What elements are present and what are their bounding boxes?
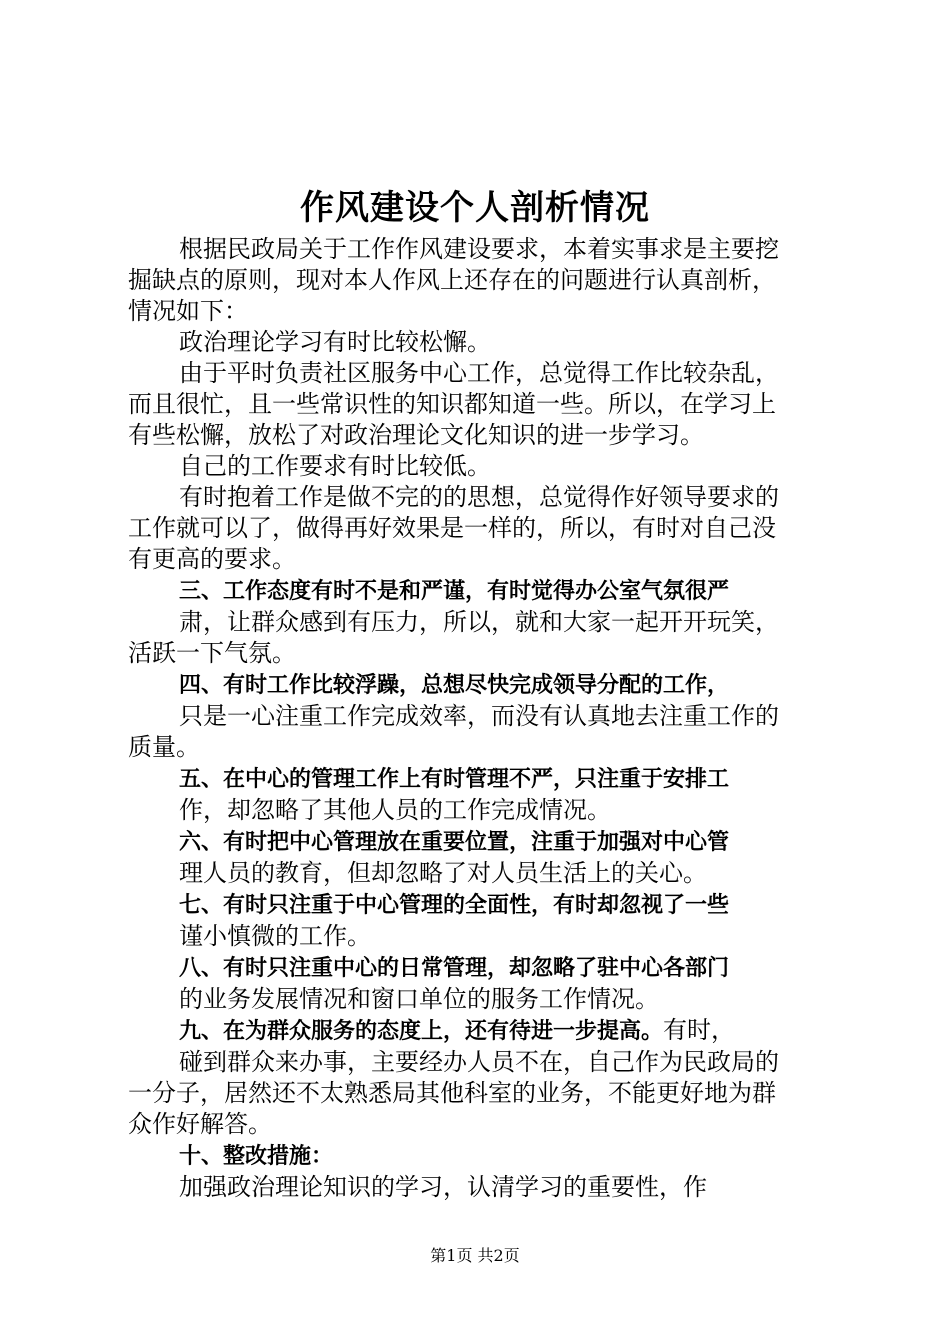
paragraph-text: 活跃一下气氛。 — [128, 639, 296, 667]
text-line — [128, 921, 828, 952]
paragraph-text: 只是一心注重工作完成效率，而没有认真地去注重工作的 — [179, 702, 779, 730]
text-line — [128, 234, 828, 265]
text-line — [128, 952, 828, 984]
text-line — [128, 544, 828, 575]
text-line — [128, 575, 828, 607]
document-body — [128, 234, 828, 1203]
text-line — [128, 889, 828, 921]
text-line — [128, 732, 828, 763]
text-line — [128, 607, 828, 638]
text-line — [128, 638, 828, 669]
text-line — [128, 451, 828, 482]
text-line — [128, 513, 828, 544]
text-line — [128, 1015, 828, 1047]
section-heading: 四、有时工作比较浮躁，总想尽快完成领导分配的工作， — [179, 673, 730, 698]
paragraph-text: 有时， — [663, 1016, 736, 1044]
paragraph-text: 有些松懈，放松了对政治理论文化知识的进一步学习。 — [128, 421, 704, 449]
text-line — [128, 669, 828, 701]
text-line — [128, 327, 828, 358]
document-title: 作风建设个人剖析情况 — [300, 188, 650, 228]
paragraph-text: 质量。 — [128, 733, 200, 761]
section-heading: 九、在为群众服务的态度上，还有待进一步提高。 — [179, 1019, 664, 1044]
text-line — [128, 420, 828, 451]
paragraph-text: 根据民政局关于工作作风建设要求，本着实事求是主要挖 — [179, 235, 779, 263]
section-heading: 六、有时把中心管理放在重要位置，注重于加强对中心管 — [179, 830, 730, 855]
paragraph-text: 理人员的教育，但却忽略了对人员生活上的关心。 — [179, 859, 707, 887]
text-line — [128, 1078, 828, 1109]
text-line — [128, 482, 828, 513]
text-line — [128, 389, 828, 420]
section-heading: 五、在中心的管理工作上有时管理不严，只注重于安排工 — [179, 767, 730, 792]
paragraph-text: 情况如下： — [128, 297, 248, 325]
text-line — [128, 296, 828, 327]
text-line — [128, 984, 828, 1015]
paragraph-text: 工作就可以了，做得再好效果是一样的，所以，有时对自己没 — [128, 514, 776, 542]
paragraph-text: 加强政治理论知识的学习，认清学习的重要性，作 — [179, 1173, 707, 1201]
section-heading: 十、整改措施： — [179, 1144, 334, 1169]
paragraph-text: 谨小慎微的工作。 — [179, 922, 371, 950]
section-heading: 八、有时只注重中心的日常管理，却忽略了驻中心各部门 — [179, 956, 730, 981]
paragraph-text: 作，却忽略了其他人员的工作完成情况。 — [179, 796, 611, 824]
paragraph-text: 掘缺点的原则，现对本人作风上还存在的问题进行认真剖析， — [128, 266, 776, 294]
paragraph-text: 有更高的要求。 — [128, 545, 296, 573]
text-line — [128, 358, 828, 389]
paragraph-text: 而且很忙，且一些常识性的知识都知道一些。所以，在学习上 — [128, 390, 776, 418]
text-line — [128, 763, 828, 795]
text-line — [128, 265, 828, 296]
text-line — [128, 1140, 828, 1172]
paragraph-text: 一分子，居然还不太熟悉局其他科室的业务，不能更好地为群 — [128, 1079, 776, 1107]
paragraph-text: 的业务发展情况和窗口单位的服务工作情况。 — [179, 985, 659, 1013]
paragraph-text: 肃，让群众感到有压力，所以，就和大家一起开开玩笑， — [179, 608, 779, 636]
paragraph-text: 自己的工作要求有时比较低。 — [179, 452, 491, 480]
paragraph-text: 由于平时负责社区服务中心工作，总觉得工作比较杂乱， — [179, 359, 779, 387]
text-line — [128, 701, 828, 732]
paragraph-text: 众作好解答。 — [128, 1110, 272, 1138]
text-line — [128, 858, 828, 889]
section-heading: 七、有时只注重于中心管理的全面性，有时却忽视了一些 — [179, 893, 730, 918]
paragraph-text: 有时抱着工作是做不完的的思想，总觉得作好领导要求的 — [179, 483, 779, 511]
text-line — [128, 826, 828, 858]
section-heading: 三、工作态度有时不是和严谨，有时觉得办公室气氛很严 — [179, 579, 730, 604]
text-line — [128, 795, 828, 826]
text-line — [128, 1172, 828, 1203]
text-line — [128, 1047, 828, 1078]
page-footer: 第1页 共2页 — [430, 1246, 520, 1265]
text-line — [128, 1109, 828, 1140]
paragraph-text: 碰到群众来办事，主要经办人员不在，自己作为民政局的 — [179, 1048, 779, 1076]
paragraph-text: 政治理论学习有时比较松懈。 — [179, 328, 491, 356]
